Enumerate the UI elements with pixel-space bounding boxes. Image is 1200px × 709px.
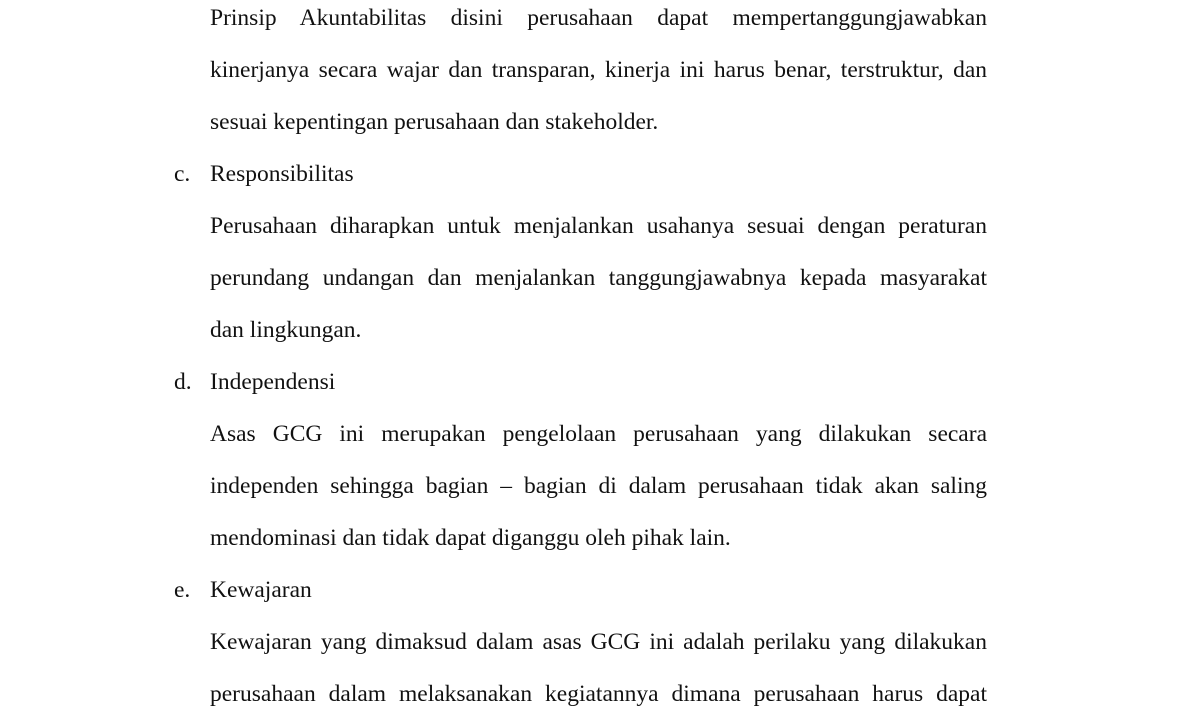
item-c-line-1: Perusahaan diharapkan untuk menjalankan usahanya sesuai dengan peraturan [210,213,987,239]
item-heading-responsibilitas: Responsibilitas [210,161,354,187]
item-c-line-2: perundang undangan dan menjalankan tanggungjawabnya kepada masyarakat [210,265,987,291]
item-e-line-2: perusahaan dalam melaksanakan kegiatannya dimana perusahaan harus dapat [210,681,987,707]
list-marker-c: c. [174,161,191,187]
item-heading-independensi: Independensi [210,369,336,395]
item-e-line-1: Kewajaran yang dimaksud dalam asas GCG ini adalah perilaku yang dilakukan [210,629,987,655]
item-d-line-2: independen sehingga bagian – bagian di dalam perusahaan tidak akan saling [210,473,987,499]
item-c-line-3: dan lingkungan. [210,317,362,343]
intro-line-3: sesuai kepentingan perusahaan dan stakeholder. [210,109,659,135]
intro-line-2: kinerjanya secara wajar dan transparan, kinerja ini harus benar, terstruktur, dan [210,57,987,83]
list-marker-d: d. [174,369,192,395]
item-d-line-1: Asas GCG ini merupakan pengelolaan perusahaan yang dilakukan secara [210,421,987,447]
list-marker-e: e. [174,577,191,603]
item-d-line-3: mendominasi dan tidak dapat diganggu oleh pihak lain. [210,525,731,551]
intro-line-1: Prinsip Akuntabilitas disini perusahaan dapat mempertanggungjawabkan [210,5,987,31]
item-heading-kewajaran: Kewajaran [210,577,312,603]
